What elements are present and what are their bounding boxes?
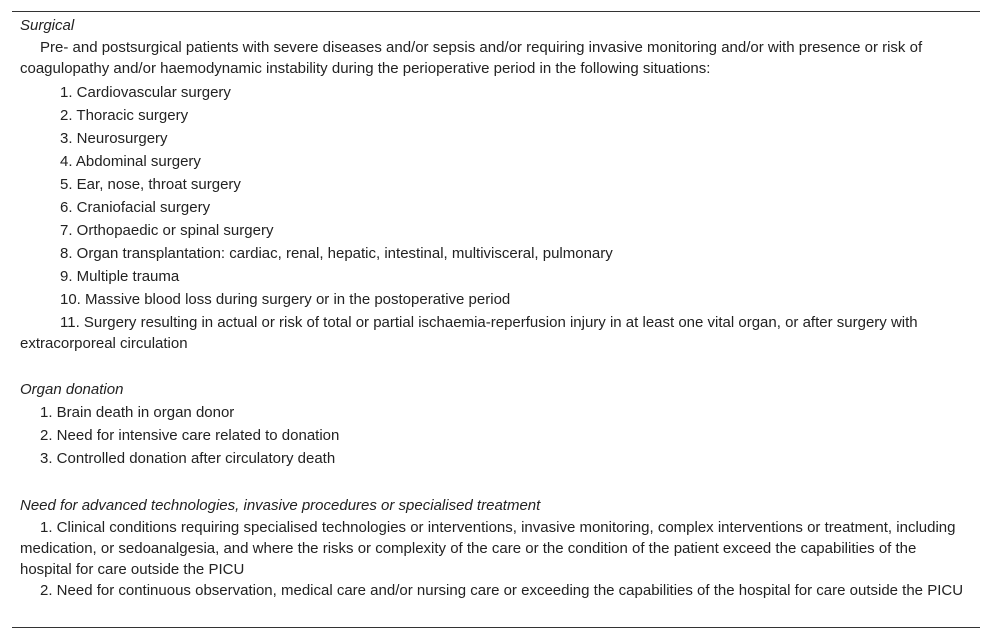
list-item: 7. Orthopaedic or spinal surgery — [60, 222, 274, 239]
list-item: 6. Craniofacial surgery — [60, 199, 211, 216]
list-item: 11. Surgery resulting in actual or risk of total or partial ischaemia-reperfusion injury in at least one vital organ, or after surgery with extracorporeal circulation — [20, 314, 918, 352]
list-item: 2. Need for intensive care related to donation — [40, 427, 340, 444]
list-item: 10. Massive blood loss during surgery or in the postoperative period — [60, 291, 511, 308]
surgical-intro: Pre- and postsurgical patients with severe diseases and/or sepsis and/or requiring invasive monitoring and/or with presence or risk of coagulopathy and/or haemodynamic instability during the perioperative period in the following situations: — [20, 39, 923, 77]
list-item: 8. Organ transplantation: cardiac, renal, hepatic, intestinal, multivisceral, pulmonary — [60, 245, 613, 262]
list-item: 2. Thoracic surgery — [60, 107, 189, 124]
list-item: 1. Cardiovascular surgery — [60, 84, 231, 101]
list-item: 2. Need for continuous observation, medical care and/or nursing care or exceeding the capabilities of the hospital for care outside the PICU — [40, 582, 964, 599]
advanced-title: Need for advanced technologies, invasive procedures or specialised treatment — [20, 497, 541, 514]
list-item: 4. Abdominal surgery — [60, 153, 201, 170]
list-item: 3. Neurosurgery — [60, 130, 168, 147]
list-item: 5. Ear, nose, throat surgery — [60, 176, 241, 193]
list-item: 1. Brain death in organ donor — [40, 404, 235, 421]
list-item: 9. Multiple trauma — [60, 268, 180, 285]
list-item: 1. Clinical conditions requiring specialised technologies or interventions, invasive monitoring, complex interventions or treatment, including medication, or sedoanalgesia, and where the risks or complexity of the care or the condition of the patient exceed the capabilities of the hospital for care outside the PICU — [20, 519, 956, 578]
list-item: 3. Controlled donation after circulatory death — [40, 450, 336, 467]
organ-donation-title: Organ donation — [20, 381, 124, 398]
surgical-title: Surgical — [20, 17, 75, 34]
section-spacer — [20, 354, 972, 378]
criteria-table — [12, 11, 980, 628]
section-spacer — [20, 470, 972, 494]
